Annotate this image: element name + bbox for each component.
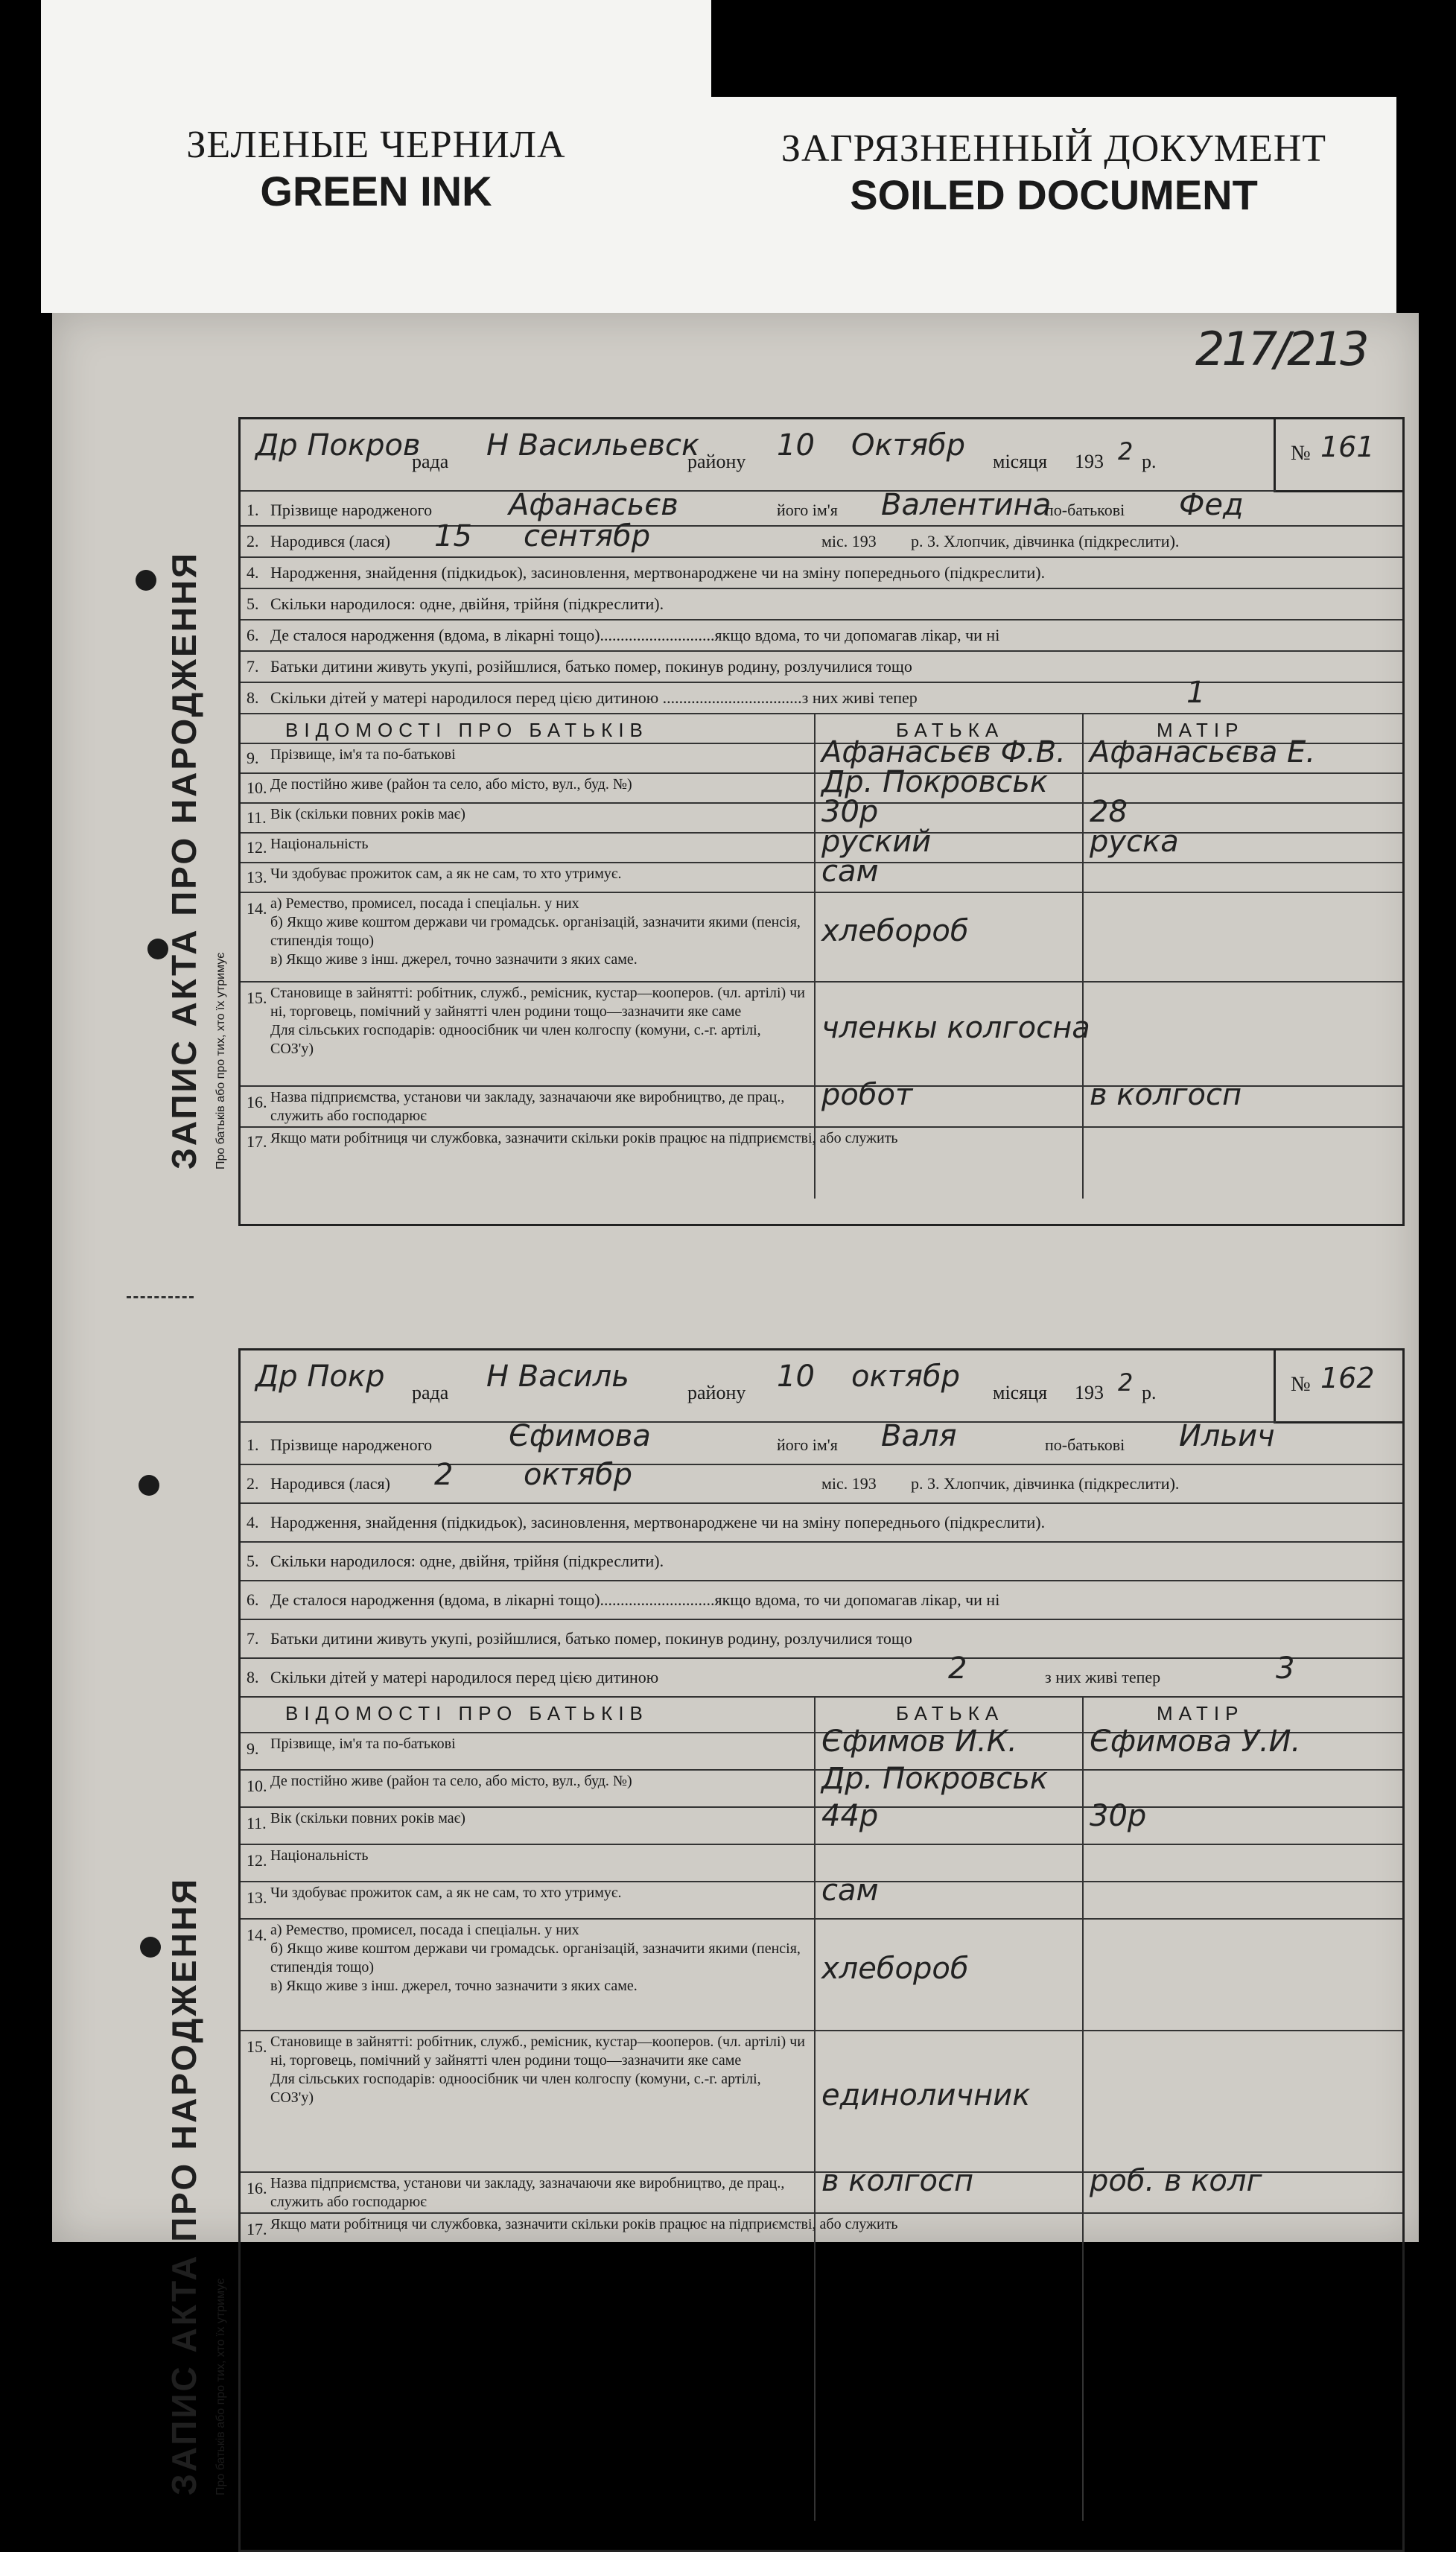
record-row [241,556,1402,588]
row-hand-value-2: 3 [1276,1651,1295,1686]
row-text: Національність [270,836,369,852]
row-number: 14. [247,1926,267,1944]
row-number: 10. [247,1777,267,1795]
record-row [241,1651,1402,1696]
mother-value: руска [1090,825,1179,859]
row-number: 13. [247,868,267,886]
mother-value: 30р [1090,1799,1147,1833]
row-text-2: міс. 193 [821,532,877,550]
row-number: 4. [247,1513,259,1531]
fold-line [127,1296,194,1298]
row-number: 14. [247,899,267,918]
row-hand-value-2: октябр [524,1458,633,1492]
father-value: Єфимов И.К. [821,1724,1017,1759]
row-text: Становище в зайнятті: робітник, служб., ремісник, кустар—кооперов. (чл. артілі) чи ні, торговець, помічний у зайнятті член родини тощо—зазначити яке саме Для сільських господарів: одноосібник чи член колгоспу (комуни, с.-г. артілі, СОЗ'у) [270,985,805,1057]
row-text-2: міс. 193 [821,1474,877,1493]
row-text: Скільки дітей у матері народилося перед цією дитиною [270,1668,659,1686]
row-text-2: його ім'я [777,1435,838,1454]
row-text: а) Ремество, промисел, посада і спеціальн. у них б) Якщо живе коштом держави чи громадськ. організацій, зазначити якими (пенсія, стипендія тощо) в) Якщо живе з інш. джерел, точно зазначити з яких саме. [270,895,801,968]
label-ru-text: ЗЕЛЕНЫЕ ЧЕРНИЛА [186,124,566,166]
row-number: 7. [247,657,259,676]
row-text: Скільки дітей у матері народилося перед цією дитиною ..................................з них живі тепер [270,688,918,707]
father-value: Др. Покровськ [821,765,1048,799]
row-text: Де сталося народження (вдома, в лікарні тощо)............................якщо вдома, то чи допомагав лікар, чи ні [270,626,1000,644]
side-title: ЗАПИС АКТА ПРО НАРОДЖЕННЯ [165,1876,203,2495]
record-raion-label: району [687,451,746,472]
row-number: 17. [247,2220,267,2238]
record-month-label: місяця [993,451,1048,472]
row-number: 12. [247,838,267,857]
parents-row [241,2212,1402,2246]
row-number: 16. [247,2179,267,2197]
record-rada-label: рада [412,1382,449,1403]
row-number: 6. [247,626,259,644]
row-text: Народження, знайдення (підкидьок), засиновлення, мертвонароджене чи на зміну попереднього (підкреслити). [270,563,1046,582]
row-number: 8. [247,688,259,707]
row-number: 9. [247,1739,259,1758]
row-hand-value: 1 [1186,676,1206,710]
record-number: 161 [1320,431,1375,463]
record-year-label: 193 [1075,451,1104,472]
row-hand-value-3: Ильич [1179,1419,1275,1453]
father-value: 44р [821,1799,879,1833]
record-r-label: р. [1142,1382,1157,1403]
row-number: 8. [247,1668,259,1686]
row-number: 7. [247,1629,259,1648]
birth-record [238,417,1405,1226]
row-hand-value-2: Валентина [881,488,1052,522]
row-text: Національність [270,1847,369,1864]
mother-value: Афанасьєва Е. [1090,735,1316,769]
label-ru-text: ЗАГРЯЗНЕННЫЙ ДОКУМЕНТ [781,127,1327,170]
row-number: 11. [247,1814,267,1832]
row-number: 5. [247,594,259,613]
row-number: 10. [247,778,267,797]
side-subtitle: Про батьків або про тих, хто їх утримує [214,952,227,1169]
row-text: Чи здобуває прожиток сам, а як не сам, то хто утримує. [270,1885,622,1901]
record-place: Др Покров [255,428,421,463]
record-month: октябр [851,1359,961,1394]
row-number: 12. [247,1851,267,1870]
father-value: в колгосп [821,2164,974,2198]
row-hand-value: 2 [948,1651,967,1686]
row-text: Вік (скільки повних років має) [270,806,465,822]
record-row [241,1541,1402,1580]
row-text: Прізвище народженого [270,501,433,519]
parents-row [241,892,1402,981]
record-row [241,1502,1402,1541]
row-text: Народився (лася) [270,1474,390,1493]
parents-row [241,2164,1402,2212]
punch-hole [136,570,156,591]
row-hand-value-3: Фед [1179,488,1244,522]
parents-title: ВІДОМОСТІ ПРО БАТЬКІВ [285,1702,649,1724]
father-value: Др. Покровськ [821,1762,1048,1796]
row-text: Прізвище народженого [270,1435,433,1454]
record-raion-label: району [687,1382,746,1403]
row-number: 6. [247,1590,259,1609]
record-row [241,1458,1402,1502]
side-title: ЗАПИС АКТА ПРО НАРОДЖЕННЯ [165,550,203,1169]
row-text: Прізвище, ім'я та по-батькові [270,746,456,763]
row-hand-value: Афанасьєв [509,488,678,522]
record-row [241,650,1402,682]
father-value: 30р [821,795,879,829]
record-month: Октябр [851,428,966,463]
mother-value: в колгосп [1090,1078,1242,1112]
father-value: хлебороб [821,1952,969,1986]
record-row [241,488,1402,525]
record-rada-label: рада [412,451,449,472]
record-number: 162 [1320,1362,1375,1394]
record-district: Н Васильевск [486,428,700,463]
record-year-hand: 2 [1118,1368,1134,1397]
label-soiled-document [711,97,1396,320]
mother-column-header: МАТІР [1157,1702,1244,1724]
side-subtitle: Про батьків або про тих, хто їх утримує [214,2278,227,2495]
row-text: Назва підприємства, установи чи закладу, зазначаючи яке виробництво, де прац., служить або господарює [270,1089,789,1124]
parents-row [241,981,1402,1085]
parents-title: ВІДОМОСТІ ПРО БАТЬКІВ [285,719,649,741]
mother-column-header: МАТІР [1157,719,1244,741]
row-number: 15. [247,2037,267,2056]
row-number: 1. [247,1435,259,1454]
record-row [241,676,1402,713]
row-text-3: по-батькові [1045,501,1125,519]
parents-row [241,1918,1402,2030]
record-row [241,1419,1402,1464]
row-number: 9. [247,749,259,767]
row-text: а) Ремество, промисел, посада і спеціальн. у них б) Якщо живе коштом держави чи громадськ. організацій, зазначити якими (пенсія, стипендія тощо) в) Якщо живе з інш. джерел, точно зазначити з яких саме. [270,1922,801,1994]
row-number: 17. [247,1132,267,1151]
record-year-label: 193 [1075,1382,1104,1403]
record-number-box [1274,1350,1402,1423]
record-row [241,619,1402,650]
header-rule [241,490,1276,492]
row-number: 1. [247,501,259,519]
row-hand-value-2: Валя [881,1419,957,1453]
row-number: 2. [247,532,259,550]
header-rule [241,1421,1276,1423]
record-row [241,1619,1402,1657]
father-value: робот [821,1078,913,1112]
row-text: Прізвище, ім'я та по-батькові [270,1736,456,1752]
row-number: 2. [247,1474,259,1493]
row-number: 5. [247,1552,259,1570]
row-number: 11. [247,808,267,827]
row-text-3: р. 3. Хлопчик, дівчинка (підкреслити). [911,532,1180,550]
row-text: Батьки дитини живуть укупі, розійшлися, батько помер, покинув родину, розлучилися тощо [270,1629,912,1648]
record-number-label: № [1291,442,1311,465]
row-text: Назва підприємства, установи чи закладу, зазначаючи яке виробництво, де прац., служить або господарює [270,2175,789,2210]
mother-value: роб. в колг [1090,2164,1262,2198]
record-place: Др Покр [255,1359,385,1394]
record-district: Н Василь [486,1359,629,1394]
record-row [241,1580,1402,1619]
row-text-3: р. 3. Хлопчик, дівчинка (підкреслити). [911,1474,1180,1493]
row-text: Вік (скільки повних років має) [270,1810,465,1826]
parents-row [241,1078,1402,1126]
row-rule [241,713,1402,714]
mother-value: Єфимова У.И. [1090,1724,1301,1759]
punch-hole [140,1937,161,1958]
row-number: 15. [247,988,267,1007]
row-text-2: з них живі тепер [1045,1668,1161,1686]
label-en-text: SOILED DOCUMENT [850,171,1258,218]
row-number: 13. [247,1888,267,1907]
record-row [241,519,1402,556]
parents-row [241,1126,1402,1156]
row-number: 4. [247,563,259,582]
record-number-box [1274,419,1402,492]
father-value: Афанасьєв Ф.В. [821,735,1066,769]
row-text: Народження, знайдення (підкидьок), засиновлення, мертвонароджене чи на зміну попереднього (підкреслити). [270,1513,1046,1531]
row-text: Якщо мати робітниця чи службовка, зазначити скільки років працює на підприємстві, або служить [270,1130,898,1146]
record-row [241,588,1402,619]
father-value: сам [821,854,879,889]
row-text-2: його ім'я [777,501,838,519]
parents-row [241,854,1402,892]
father-value: сам [821,1873,879,1908]
row-hand-value: 15 [434,519,472,553]
parents-row [241,1873,1402,1918]
row-text-3: по-батькові [1045,1435,1125,1454]
father-column-header: БАТЬКА [896,719,1005,741]
row-text: Скільки народилося: одне, двійня, трійня (підкреслити). [270,1552,664,1570]
record-number-label: № [1291,1373,1311,1396]
father-value: руский [821,825,932,859]
row-hand-value: 2 [434,1458,454,1492]
row-text: Чи здобуває прожиток сам, а як не сам, то хто утримує. [270,866,622,882]
parents-row [241,1799,1402,1844]
row-text: Де постійно живе (район та село, або місто, вул., буд. №) [270,1773,632,1789]
row-hand-value: Єфимова [509,1419,651,1453]
label-en-text: GREEN INK [260,168,492,215]
row-text: Якщо мати робітниця чи службовка, зазначити скільки років працює на підприємстві, або служить [270,2216,898,2232]
father-value: хлебороб [821,914,969,948]
row-rule [241,1696,1402,1698]
row-text: Народився (лася) [270,532,390,550]
document-sheet [52,313,1419,2495]
record-month-label: місяця [993,1382,1048,1403]
record-day: 10 [777,1359,815,1394]
label-green-ink [41,0,711,313]
row-text: Де сталося народження (вдома, в лікарні тощо)............................якщо вдома, то чи допомагав лікар, чи ні [270,1590,1000,1609]
mother-value: 28 [1090,795,1128,829]
father-value: единоличник [821,2078,1031,2113]
record-r-label: р. [1142,451,1157,472]
father-column-header: БАТЬКА [896,1702,1005,1724]
father-value: членкы колгосна [821,1011,1090,1045]
row-text: Де постійно живе (район та село, або місто, вул., буд. №) [270,776,632,793]
birth-record [238,1348,1405,2552]
page-number: 217/213 [1195,322,1367,376]
record-day: 10 [777,428,815,463]
row-hand-value-2: сентябр [524,519,651,553]
row-text: Скільки народилося: одне, двійня, трійня (підкреслити). [270,594,664,613]
row-text: Становище в зайнятті: робітник, служб., ремісник, кустар—кооперов. (чл. артілі) чи ні, торговець, помічний у зайнятті член родини тощо—зазначити яке саме Для сільських господарів: одноосібник чи член колгоспу (комуни, с.-г. артілі, СОЗ'у) [270,2034,805,2106]
record-year-hand: 2 [1118,437,1134,466]
row-text: Батьки дитини живуть укупі, розійшлися, батько помер, покинув родину, розлучилися тощо [270,657,912,676]
row-number: 16. [247,1093,267,1111]
parents-row [241,2030,1402,2171]
punch-hole [139,1475,159,1496]
